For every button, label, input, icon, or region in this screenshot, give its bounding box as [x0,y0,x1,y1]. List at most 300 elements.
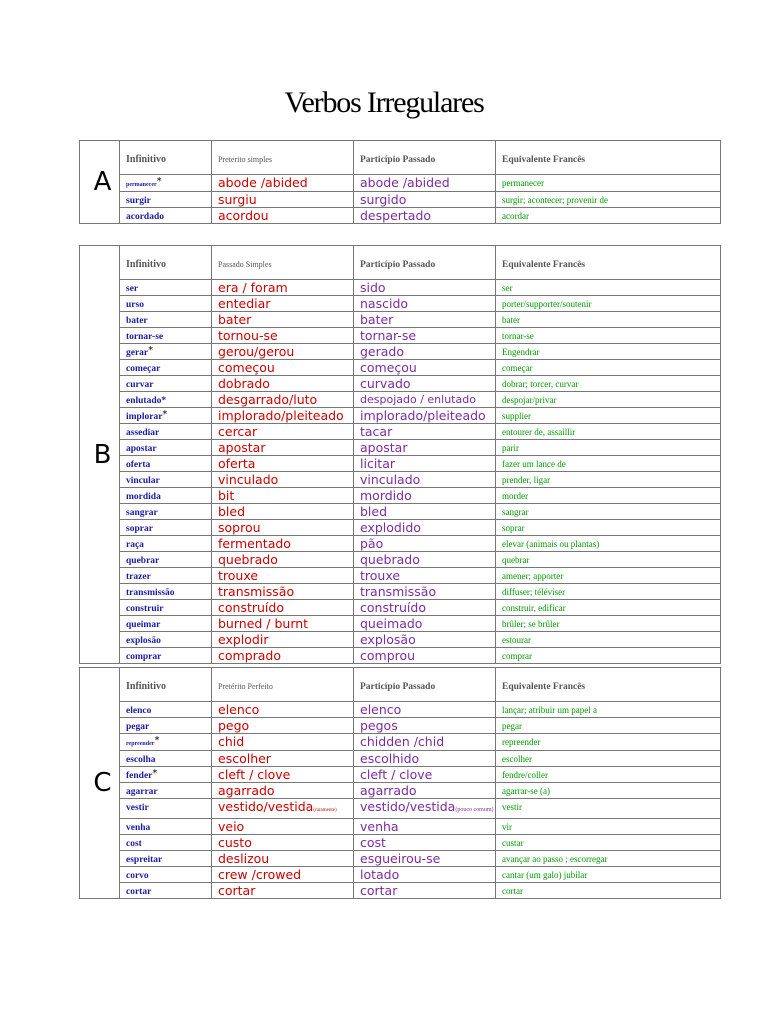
infinitive: elenco [126,706,152,716]
past-simple: abode /abided [218,175,308,190]
past-participle-cell [354,472,496,488]
french-equivalent: fendre/coller [502,770,548,780]
table-row [80,312,721,328]
past-participle-cell [354,568,496,584]
table-row [80,328,721,344]
past-participle-cell [354,751,496,767]
infinitive: sangrar [126,508,158,518]
infinitive-cell [120,208,212,224]
header-cell [354,141,496,175]
french-equivalent: amener; apporter [502,571,564,581]
french-equivalent: agarrar-se (a) [502,786,551,796]
french-equivalent: parir [502,443,519,453]
past-participle: implorado/pleiteado [360,408,486,423]
table-row [80,456,721,472]
french-equivalent: construir, edificar [502,603,566,613]
past-participle-cell [354,600,496,616]
past-participle-cell [354,819,496,835]
french-equivalent: lançar; atribuir um papel a [502,705,597,715]
past-participle-cell [354,504,496,520]
table-row [80,648,721,664]
french-equivalent: permanecer [502,178,544,188]
past-simple-cell [212,472,354,488]
column-header: Equivalente Francês [502,681,586,692]
french-equivalent-cell [496,472,721,488]
past-participle: bled [360,504,388,519]
french-equivalent-cell [496,751,721,767]
infinitive: comprar [126,652,162,662]
past-simple: cleft / clove [218,767,291,782]
past-participle-cell [354,552,496,568]
table-header-row [80,141,721,175]
infinitive-cell [120,296,212,312]
past-simple-cell [212,360,354,376]
french-equivalent: pegar [502,721,522,731]
past-participle-cell [354,280,496,296]
infinitive: gerar [126,348,149,358]
french-equivalent-cell [496,208,721,224]
french-equivalent-cell [496,456,721,472]
past-simple: crew /crowed [218,867,302,882]
past-simple: elenco [218,702,260,717]
infinitive-cell [120,648,212,664]
infinitive: cost [126,839,142,849]
past-simple-cell [212,600,354,616]
past-simple-cell [212,296,354,312]
infinitive: soprar [126,524,153,534]
header-cell [120,141,212,175]
french-equivalent-cell [496,568,721,584]
infinitive-cell [120,520,212,536]
infinitive: enlutado* [126,396,167,406]
column-header: Particípio Passado [360,154,436,165]
past-participle-cell [354,175,496,192]
past-simple: trouxe [218,568,259,583]
past-participle: comprou [360,648,416,663]
infinitive: mordida [126,492,161,502]
french-equivalent-cell [496,799,721,819]
past-simple-cell [212,520,354,536]
past-simple-cell [212,616,354,632]
table-row [80,767,721,783]
french-equivalent: surgir; acontecer; provenir de [502,195,609,205]
past-participle: chidden /chid [360,734,445,749]
past-participle: cost [360,835,386,850]
past-simple: era / foram [218,280,288,295]
table-row [80,867,721,883]
past-simple-cell [212,280,354,296]
french-equivalent-cell [496,328,721,344]
past-simple: escolher [218,751,271,766]
french-equivalent: quebrar [502,555,530,565]
past-simple: bled [218,504,246,519]
page-title: Verbos Irregulares [284,86,484,119]
french-equivalent-cell [496,883,721,899]
past-participle: tornar-se [360,328,417,343]
past-participle: construído [360,600,426,615]
infinitive: agarrar [126,787,158,797]
past-simple: dobrado [218,376,270,391]
infinitive-cell [120,344,212,360]
french-equivalent: cortar [502,886,523,896]
table-row [80,600,721,616]
past-participle-cell [354,488,496,504]
french-equivalent-cell [496,296,721,312]
past-participle: despojado / enlutado [360,393,476,406]
table-row [80,175,721,192]
past-simple: desgarrado/luto [218,392,318,407]
table-row [80,783,721,799]
past-simple: comprado [218,648,282,663]
past-participle: explodido [360,520,421,535]
french-equivalent-cell [496,344,721,360]
column-header: Infinitivo [126,153,167,165]
past-participle: bater [360,312,394,327]
infinitive-cell [120,819,212,835]
header-cell [212,246,354,280]
past-simple-cell [212,312,354,328]
past-participle: explosão [360,632,416,647]
past-simple: veio [218,819,245,834]
french-equivalent-cell [496,600,721,616]
past-participle-cell [354,360,496,376]
verb-table-b [79,245,721,664]
french-equivalent: elevar (animais ou plantas) [502,539,600,549]
past-simple-cell [212,783,354,799]
infinitive: começar [126,364,161,374]
past-simple-cell [212,424,354,440]
table-row [80,819,721,835]
infinitive: trazer [126,572,151,582]
infinitive-cell [120,504,212,520]
past-participle: lotado [360,867,400,882]
irregular-marker: * [152,768,158,779]
past-participle: cleft / clove [360,767,433,782]
french-equivalent: despojar/privar [502,395,557,405]
past-simple: entediar [218,296,271,311]
past-simple: custo [218,835,252,850]
french-equivalent-cell [496,440,721,456]
french-equivalent: avançar ao passo ; escorregar [502,854,608,864]
table-row [80,616,721,632]
table-row [80,568,721,584]
past-simple-cell [212,648,354,664]
past-simple: chid [218,734,245,749]
infinitive-cell [120,883,212,899]
past-participle-cell [354,883,496,899]
past-simple-cell [212,456,354,472]
table-row [80,208,721,224]
past-simple-cell [212,767,354,783]
infinitive: quebrar [126,556,160,566]
french-equivalent-cell [496,312,721,328]
verb-table-c [79,667,721,899]
past-participle: nascido [360,296,409,311]
past-simple-cell [212,408,354,424]
french-equivalent: escolher [502,754,532,764]
past-participle: venha [360,819,399,834]
past-simple: vinculado [218,472,279,487]
past-participle: licitar [360,456,395,471]
table-row [80,799,721,819]
infinitive-cell [120,632,212,648]
infinitive: pegar [126,722,150,732]
infinitive-cell [120,851,212,867]
infinitive: transmissão [126,588,175,598]
past-simple-note: (raramente) [313,808,337,813]
past-participle-cell [354,520,496,536]
table-row [80,883,721,899]
french-equivalent-cell [496,536,721,552]
infinitive-cell [120,392,212,408]
french-equivalent: diffuser; téléviser [502,587,566,597]
table-row [80,376,721,392]
column-header: Particípio Passado [360,681,436,692]
past-simple-cell [212,328,354,344]
past-simple: vestido/vestida [218,799,314,814]
past-participle: trouxe [360,568,401,583]
french-equivalent-cell [496,835,721,851]
past-participle-cell [354,408,496,424]
french-equivalent: sangrar [502,507,529,517]
french-equivalent: fazer um lance de [502,459,566,469]
header-cell [212,668,354,702]
french-equivalent: prender, ligar [502,475,551,485]
table-row [80,718,721,734]
past-participle: vestido/vestida [360,799,456,814]
section-letter: A [80,141,120,224]
infinitive: vestir [126,803,149,813]
french-equivalent-cell [496,767,721,783]
past-participle: vinculado [360,472,421,487]
french-equivalent: custar [502,838,524,848]
past-participle-cell [354,702,496,718]
infinitive-cell [120,360,212,376]
past-simple-cell [212,175,354,192]
table-row [80,835,721,851]
infinitive-cell [120,584,212,600]
column-header: Equivalente Francês [502,259,586,270]
french-equivalent-cell [496,632,721,648]
past-simple-cell [212,867,354,883]
section-letter: C [80,668,120,899]
column-header: Infinitivo [126,680,167,692]
past-simple: começou [218,360,275,375]
infinitive-cell [120,192,212,208]
infinitive: acordado [126,212,164,222]
past-simple-cell [212,835,354,851]
infinitive: cortar [126,887,152,897]
french-equivalent-cell [496,280,721,296]
past-simple-cell [212,344,354,360]
french-equivalent-cell [496,488,721,504]
french-equivalent-cell [496,504,721,520]
infinitive-cell [120,751,212,767]
infinitive-cell [120,734,212,751]
table-row [80,472,721,488]
past-participle-cell [354,192,496,208]
past-participle: tacar [360,424,393,439]
past-simple-cell [212,440,354,456]
past-participle: agarrado [360,783,417,798]
infinitive-cell [120,328,212,344]
irregular-marker: * [156,176,162,187]
past-participle-cell [354,867,496,883]
table-row [80,408,721,424]
infinitive: explosão [126,636,161,646]
table-row [80,344,721,360]
table-row [80,280,721,296]
past-participle-cell [354,584,496,600]
french-equivalent-cell [496,584,721,600]
past-simple: apostar [218,440,266,455]
french-equivalent: comprar [502,651,532,661]
infinitive: apostar [126,444,157,454]
french-equivalent-cell [496,175,721,192]
past-participle: elenco [360,702,402,717]
infinitive-cell [120,440,212,456]
header-cell [120,668,212,702]
french-equivalent-cell [496,867,721,883]
past-participle-note: (pouco comum) [455,807,494,813]
infinitive: venha [126,823,151,833]
past-participle-cell [354,392,496,408]
past-participle-cell [354,851,496,867]
french-equivalent: Engendrar [502,347,540,357]
infinitive-cell [120,783,212,799]
past-simple: gerou/gerou [218,344,295,359]
table-row [80,360,721,376]
verb-table-a [79,140,721,224]
past-simple-cell [212,208,354,224]
infinitive-cell [120,408,212,424]
past-simple: fermentado [218,536,291,551]
french-equivalent: ser [502,283,513,293]
french-equivalent-cell [496,702,721,718]
section-letter: B [80,246,120,664]
infinitive: construir [126,604,164,614]
infinitive: assediar [126,428,160,438]
table-row [80,424,721,440]
past-participle-cell [354,440,496,456]
past-participle-cell [354,835,496,851]
past-participle-cell [354,767,496,783]
past-participle: pão [360,536,384,551]
table-row [80,520,721,536]
past-simple: construído [218,600,284,615]
past-participle: queimado [360,616,423,631]
french-equivalent-cell [496,552,721,568]
infinitive: permanecer [126,182,157,188]
infinitive-cell [120,536,212,552]
column-header: Preterito simples [218,154,272,164]
french-equivalent-cell [496,648,721,664]
past-simple: implorado/pleiteado [218,408,344,423]
past-participle: gerado [360,344,405,359]
infinitive-cell [120,472,212,488]
infinitive-cell [120,718,212,734]
infinitive-cell [120,175,212,192]
past-participle-cell [354,376,496,392]
infinitive: escolha [126,755,156,765]
past-participle: sido [360,280,386,295]
french-equivalent: estourar [502,635,531,645]
column-header: Pretérito Perfeito [218,681,273,691]
french-equivalent: repreender [502,737,541,747]
past-simple: acordou [218,208,269,223]
past-simple: cortar [218,883,256,898]
past-participle-cell [354,648,496,664]
past-simple-cell [212,392,354,408]
table-row [80,392,721,408]
irregular-marker: * [148,345,154,356]
infinitive-cell [120,424,212,440]
past-simple-cell [212,568,354,584]
french-equivalent: vestir [502,802,522,812]
french-equivalent: soprar [502,523,525,533]
past-simple: agarrado [218,783,275,798]
header-cell [212,141,354,175]
table-row [80,552,721,568]
past-simple: transmissão [218,584,295,599]
french-equivalent-cell [496,192,721,208]
french-equivalent: acordar [502,211,529,221]
infinitive: repreender [126,741,155,747]
table-row [80,440,721,456]
french-equivalent-cell [496,408,721,424]
past-simple-cell [212,851,354,867]
infinitive: vincular [126,476,160,486]
infinitive: urso [126,300,144,310]
table-row [80,702,721,718]
french-equivalent-cell [496,424,721,440]
past-participle: quebrado [360,552,420,567]
past-simple: bit [218,488,235,503]
past-simple-cell [212,632,354,648]
french-equivalent-cell [496,520,721,536]
past-participle-cell [354,799,496,819]
infinitive: oferta [126,460,151,470]
past-participle-cell [354,632,496,648]
infinitive: queimar [126,620,161,630]
past-simple-cell [212,552,354,568]
past-simple-cell [212,718,354,734]
table-row [80,192,721,208]
french-equivalent: vir [502,822,512,832]
infinitive-cell [120,456,212,472]
infinitive-cell [120,867,212,883]
infinitive-cell [120,799,212,819]
past-participle-cell [354,536,496,552]
past-participle: curvado [360,376,411,391]
french-equivalent-cell [496,851,721,867]
past-participle-cell [354,328,496,344]
infinitive: espreitar [126,855,163,865]
french-equivalent: morder [502,491,528,501]
french-equivalent: bater [502,315,520,325]
table-header-row [80,668,721,702]
past-participle: cortar [360,883,398,898]
header-cell [496,141,721,175]
infinitive: implorar [126,412,163,422]
past-simple-cell [212,702,354,718]
past-simple: cercar [218,424,258,439]
french-equivalent-cell [496,392,721,408]
french-equivalent-cell [496,718,721,734]
french-equivalent-cell [496,783,721,799]
table-header-row [80,246,721,280]
past-simple: explodir [218,632,269,647]
